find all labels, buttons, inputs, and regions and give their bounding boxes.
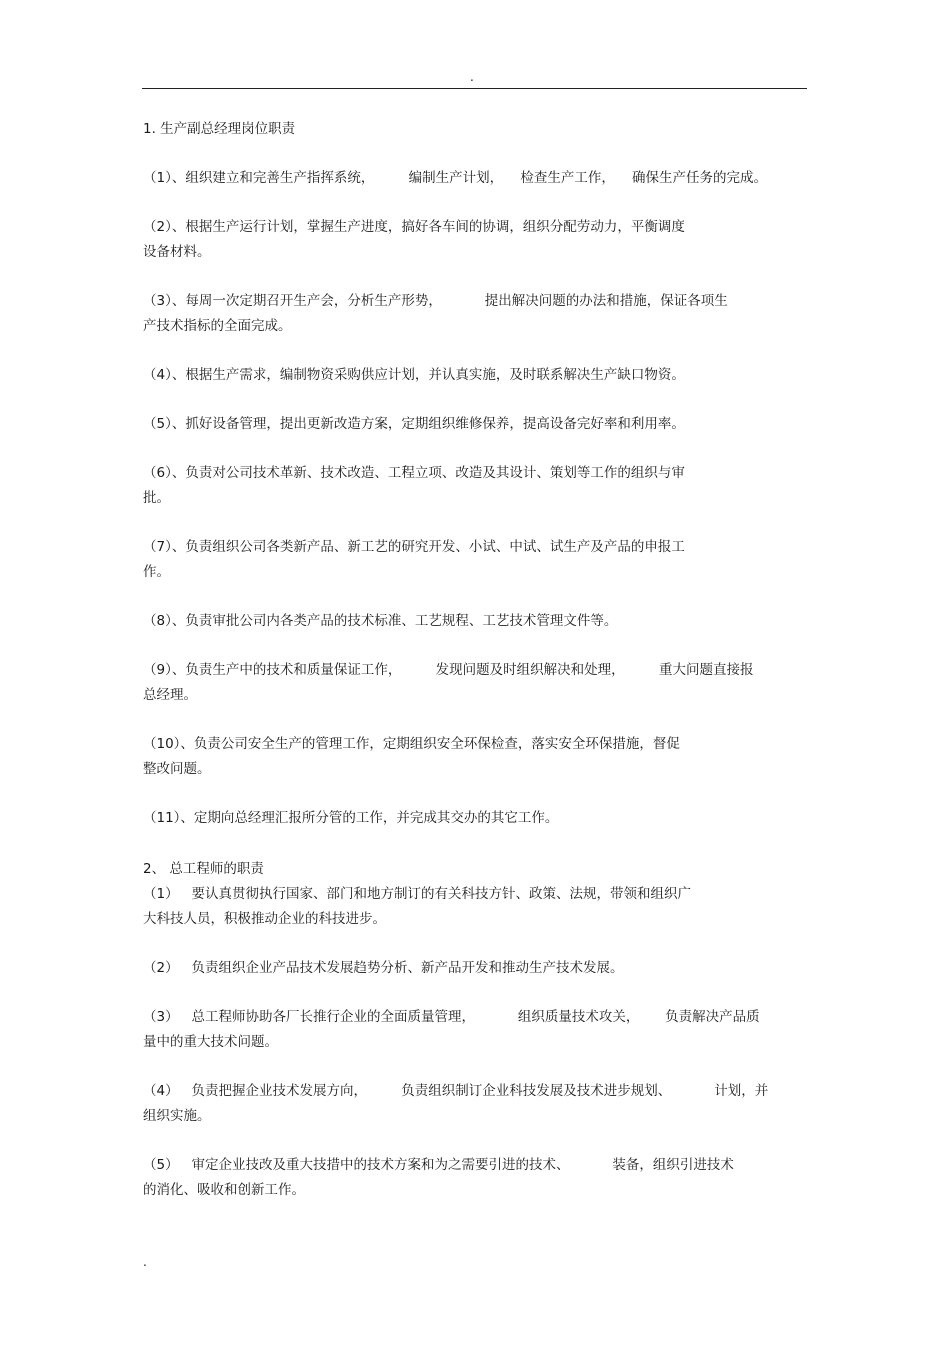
list-item: （6）、负责对公司技术革新、技术改造、工程立项、改造及其设计、策划等工作的组织与审 批。 (143, 465, 685, 506)
list-item: （5）、抓好设备管理，提出更新改造方案，定期组织维修保养，提高设备完好率和利用率。 (143, 416, 685, 432)
list-item: （10）、负责公司安全生产的管理工作，定期组织安全环保检查，落实安全环保措施，督促 整改问题。 (143, 736, 680, 777)
list-item: （2）、根据生产运行计划，掌握生产进度，搞好各车间的协调，组织分配劳动力，平衡调度 设备材料。 (143, 219, 685, 260)
section-1-title: 1. 生产副总经理岗位职责 (143, 121, 296, 137)
list-item: （3） 总工程师协助各厂长推行企业的全面质量管理， 组织质量技术攻关， 负责解决产品质 量中的重大技术问题。 (143, 1009, 760, 1050)
list-item: （5） 审定企业技改及重大技措中的技术方案和为之需要引进的技术、 装备，组织引进技术 的消化、吸收和创新工作。 (143, 1157, 734, 1198)
list-item: （7）、负责组织公司各类新产品、新工艺的研究开发、小试、中试、试生产及产品的申报工 作。 (143, 539, 685, 580)
section-2-title: 2、 总工程师的职责 (143, 861, 264, 877)
list-item: （2） 负责组织企业产品技术发展趋势分析、新产品开发和推动生产技术发展。 (143, 960, 624, 976)
header-mark: . (470, 70, 474, 84)
list-item: （11）、定期向总经理汇报所分管的工作，并完成其交办的其它工作。 (143, 810, 559, 826)
list-item: （8）、负责审批公司内各类产品的技术标准、工艺规程、工艺技术管理文件等。 (143, 613, 618, 629)
list-item: （9）、负责生产中的技术和质量保证工作， 发现问题及时组织解决和处理， 重大问题直接报 总经理。 (143, 662, 754, 703)
header-rule (142, 88, 807, 89)
footer-mark: . (143, 1255, 147, 1269)
list-item: （4） 负责把握企业技术发展方向， 负责组织制订企业科技发展及技术进步规划、 计划，并 组织实施。 (143, 1083, 769, 1124)
list-item: （1）、组织建立和完善生产指挥系统， 编制生产计划， 检查生产工作， 确保生产任务的完成。 (143, 170, 767, 186)
list-item: （4）、根据生产需求，编制物资采购供应计划，并认真实施，及时联系解决生产缺口物资。 (143, 367, 685, 383)
document-body (143, 117, 808, 1227)
list-item: （3）、每周一次定期召开生产会，分析生产形势， 提出解决问题的办法和措施，保证各项生 产技术指标的全面完成。 (143, 293, 728, 334)
list-item: （1） 要认真贯彻执行国家、部门和地方制订的有关科技方针、政策、法规，带领和组织广 大科技人员，积极推动企业的科技进步。 (143, 886, 691, 927)
